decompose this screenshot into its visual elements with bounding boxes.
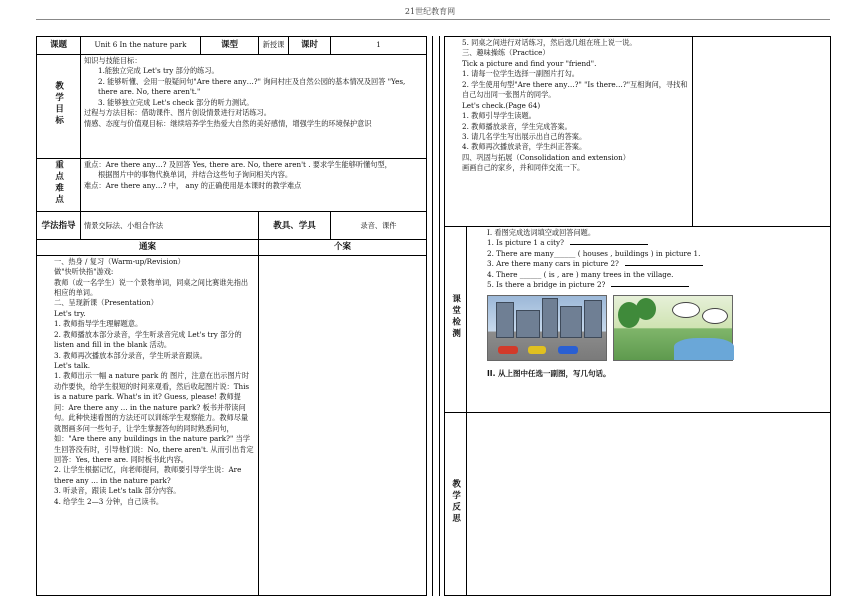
period-label: 课时 [289,37,331,55]
key-cell [81,159,427,212]
goal-line: 情感、态度与价值观目标：继续培养学生热爱大自然的美好感情，增强学生的环境保护意识 [84,118,372,128]
village-picture [613,295,733,361]
goal-line: 1.能独立完成 Let's try 部分的练习。 [98,66,219,76]
goals-cell [81,55,427,159]
plan-line: 1. 教师出示一幅 a nature park 的 图片，注意在出示图片时动作要快，给学生很短的时间来观看，然后收起图片说：This is a nature park. What's in it? Guess, please! 教师提问：Are there any … in the nature park? 板书并带读问句。此种快速看图的方法还可以训练学生观察能力。教师尽量就图画多问一些句子，让学生掌握答句的同时熟悉问句，如："Are there any buildings in the nature park?" 当学生回答没有时，引导他们说：No, there aren't. 从而引出肯定回答：Yes, there are. 同时板书此内容。 [54,371,254,464]
plan-line: 画画自己的家乡，并和同伴交流一下。 [462,163,585,173]
lesson-plan-table-left [36,36,427,596]
key-label: 重点难点 [37,159,81,212]
tools-value: 录音、课件 [331,212,427,240]
key-line: 根据图片中的事物代换单词，并结合这些句子询问相关内容。 [98,170,293,180]
question-line: 3. Are there many cars in picture 2? [487,259,827,269]
general-plan-header: 通案 [37,240,259,255]
page-header: 21世纪教育网 [404,7,456,16]
type-label: 课型 [201,37,259,55]
type-value: 新授课 [259,37,289,55]
plan-line: 3. 请几名学生写出展示出自己的答案。 [462,131,587,141]
plan-line: 做"快听快指"游戏: [54,267,114,277]
city-picture [487,295,607,361]
topic-label: 课题 [37,37,81,55]
goal-line: 3. 能够独立完成 Let's check 部分的听力测试。 [98,97,254,107]
plan-line: 4. 教师再次播放录音，学生纠正答案。 [462,142,587,152]
continued-individual-cell [693,37,831,227]
goal-line: 知识与技能目标： [84,56,142,65]
check-label: 课堂检测 [445,227,467,413]
continued-plan-cell [445,37,693,227]
plan-line: 1. 教师指导学生理解题意。 [54,319,143,329]
plan-line: Let's talk. [54,361,90,370]
column-separator [432,36,440,596]
plan-line: 三、趣味操练（Practice） [462,48,550,58]
plan-line: Let's check.(Page 64) [462,100,541,110]
lesson-plan-table-right [444,36,831,596]
tools-label: 教具、学具 [259,212,331,240]
plan-line: 5. 同桌之间进行对话练习，然后选几组在班上说一说。 [462,38,637,47]
check-part-ii: II. 从上图中任选一副图，写几句话。 [487,368,611,378]
plan-line: 3. 教师再次播放本部分录音，学生听录音跟读。 [54,350,207,360]
plan-line: 教师（或一名学生）说一个景物单词，同桌之间比赛谁先指出相应的单词。 [54,277,249,297]
key-line: 难点：Are there any…? 中， any 的正确使用是本课时的教学难点 [84,180,302,190]
check-title: I. 看图完成选词填空或回答问题。 [487,228,596,237]
plan-cell [37,255,259,595]
plan-line: 2. 让学生根据记忆，向老师提问，教师要引导学生说：Are there any … in the nature park? [54,465,242,485]
plan-line: 一、热身 / 复习（Warm-up/Revision） [54,256,185,266]
goal-line: 过程与方法目标：借助课件、图片创设情景进行对话练习。 [84,108,271,118]
plan-line: 四、巩固与拓展（Consolidation and extension） [462,152,630,162]
question-line: 1. Is picture 1 a city? [487,238,827,248]
plan-line: Let's try. [54,308,86,318]
header-rule [36,19,830,20]
plan-line: 4. 给学生 2—3 分钟，自己读书。 [54,496,164,506]
goals-label: 教学目标 [37,55,81,159]
question-line: 5. Is there a bridge in picture 2? [487,280,827,290]
question-line: 2. There are many______ ( houses , buildings ) in picture 1. [487,248,701,258]
reflection-label: 教学反思 [445,413,467,596]
period-value: 1 [331,37,427,55]
key-line: 重点：Are there any…? 及回答 Yes, there are. No, there aren't . 要求学生能够听懂句型， [84,160,392,169]
plan-line: 2. 教师播放录音，学生完成答案。 [462,121,572,131]
goal-line: 2. 能够听懂、会用一般疑问句"Are there any…?" 询问村庄及自然公园的基本情况及回答 "Yes, there are. No, there aren't." [98,76,406,97]
plan-line: 1. 请每一位学生选择一副图片打勾。 [462,69,579,79]
method-value: 情景交际法、小组合作法 [81,212,259,240]
plan-line: Tick a picture and find your "friend". [462,58,597,68]
plan-line: 1. 教师引导学生读题。 [462,111,536,121]
individual-plan-cell [259,255,427,595]
pictures-row [487,295,827,365]
method-label: 学法指导 [37,212,81,240]
reflection-cell [467,413,831,596]
plan-line: 3. 听录音，跟读 Let's talk 部分内容。 [54,486,181,496]
individual-plan-header: 个案 [259,240,427,255]
plan-line: 二、呈现新课（Presentation） [54,298,158,308]
topic-value: Unit 6 In the nature park [81,37,201,55]
question-line: 4. There ______ ( is , are ) many trees in the village. [487,269,674,279]
check-cell [467,227,831,413]
plan-line: 2. 学生使用句型"Are there any…?" "Is there…?"互相询问，寻找和自己勾出同一张图片的同学。 [462,79,688,100]
plan-line: 2. 教师播放本部分录音，学生听录音完成 Let's try 部分的 listen and fill in the blank 活动。 [54,329,242,350]
